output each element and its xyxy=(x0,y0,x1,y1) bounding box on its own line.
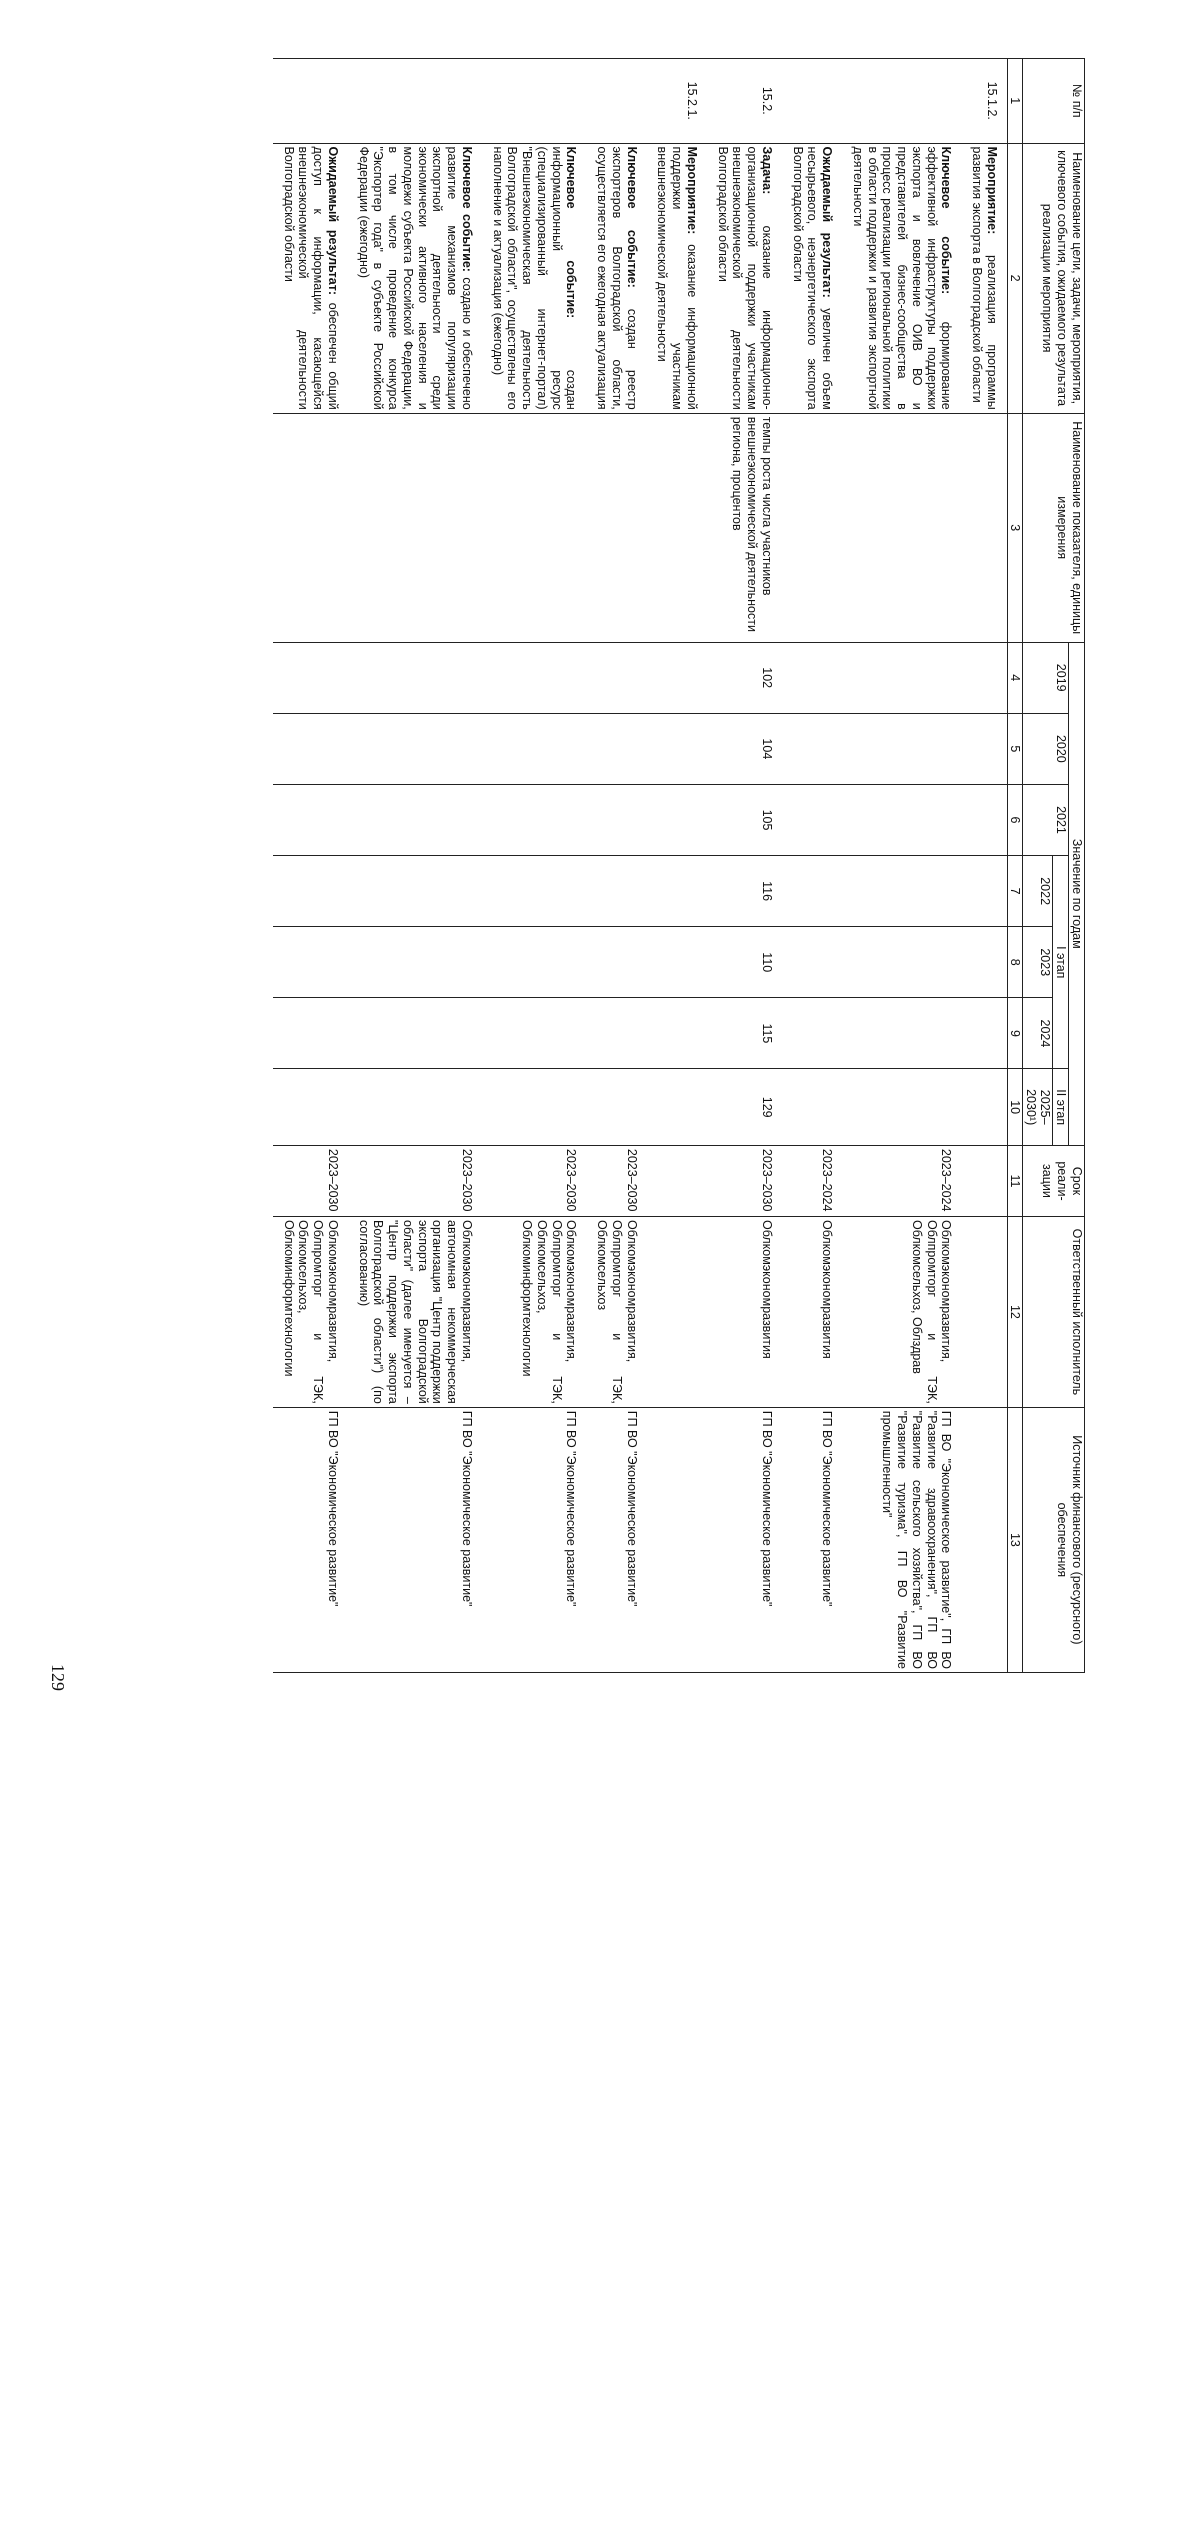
value-2025-2030 xyxy=(348,1069,482,1145)
term: 2023–2030 xyxy=(482,1145,587,1216)
column-number: 5 xyxy=(1008,713,1023,784)
executor: Облкомэкономразвития, Облпромторг и ТЭК, Облкомсельхоз, Облздрав xyxy=(842,1217,961,1408)
table-row xyxy=(962,59,1008,1673)
value-2022 xyxy=(962,856,1008,927)
column-number: 8 xyxy=(1008,927,1023,998)
header-stage-2: II этап xyxy=(1053,1069,1069,1145)
header-values-by-year: Значение по годам xyxy=(1069,642,1085,1145)
value-2021 xyxy=(482,784,587,855)
header-2021: 2021 xyxy=(1023,784,1069,855)
column-number-row xyxy=(1008,59,1023,1673)
row-description xyxy=(273,143,348,413)
row-type-label: Ключевое событие: xyxy=(939,146,954,295)
row-text: обеспечен общий доступ к информации, касающейся внешнеэкономической деятельности Волгоградской области xyxy=(281,146,340,410)
value-2019 xyxy=(482,642,587,713)
value-2022: 116 xyxy=(707,856,782,927)
table-row xyxy=(273,59,348,1673)
term: 2023–2030 xyxy=(587,1145,647,1216)
row-number xyxy=(482,59,587,144)
row-number xyxy=(842,59,961,144)
value-2025-2030 xyxy=(587,1069,647,1145)
column-number: 3 xyxy=(1008,413,1023,642)
header-name: Наименование цели, задачи, мероприятия, ключевого события, ожидаемого результата реализации мероприятия xyxy=(1023,143,1085,413)
header-stage-1: I этап xyxy=(1053,856,1069,1069)
row-text: создано и обеспечено развитие механизмов популяризации экспортной деятельности среди экономически активного населения и молодежи субъекта Российской Федерации, в том числе проведение конкурса "Экспортер года" в субъекте Российской Федерации (ежегодно) xyxy=(356,146,474,410)
header-2019: 2019 xyxy=(1023,642,1069,713)
value-2023 xyxy=(482,927,587,998)
value-2025-2030 xyxy=(273,1069,348,1145)
row-description xyxy=(962,143,1008,413)
executor: Облкомэкономразвития, автономная некоммерческая организация "Центр поддержки экспорта Волгоградской области" (далее именуется – "Центр поддержки экспорта Волгоградской области") (по согласованию) xyxy=(348,1217,482,1408)
row-number xyxy=(587,59,647,144)
value-2023 xyxy=(962,927,1008,998)
value-2025-2030 xyxy=(962,1069,1008,1145)
value-2021 xyxy=(782,784,842,855)
executor: Облкомэкономразвития, Облпромторг и ТЭК, Облкомсельхоз xyxy=(587,1217,647,1408)
table-row xyxy=(707,59,782,1673)
row-number xyxy=(348,59,482,144)
funding-source xyxy=(647,1407,707,1672)
table-row xyxy=(647,59,707,1673)
column-number: 10 xyxy=(1008,1069,1023,1145)
value-2023 xyxy=(587,927,647,998)
row-text: создан реестр экспортеров Волгоградской области, осуществляется его ежегодная актуализация xyxy=(595,146,639,410)
row-description xyxy=(587,143,647,413)
value-2022 xyxy=(482,856,587,927)
value-2024 xyxy=(962,998,1008,1069)
funding-source: ГП ВО "Экономическое развитие" xyxy=(482,1407,587,1672)
table-header xyxy=(1008,59,1085,1673)
row-text: создан информационный ресурс (специализированный интернет-портал) "Внешнеэкономическая деятельность Волгоградской области", осуществлены его наполнение и актуализация (ежегодно) xyxy=(490,146,579,410)
funding-source: ГП ВО "Экономическое развитие" xyxy=(782,1407,842,1672)
column-number: 2 xyxy=(1008,143,1023,413)
row-description xyxy=(842,143,961,413)
funding-source: ГП ВО "Экономическое развитие" xyxy=(587,1407,647,1672)
term: 2023–2030 xyxy=(707,1145,782,1216)
page-number: 129 xyxy=(48,1664,68,1691)
header-number: № п/п xyxy=(1023,59,1085,144)
executor: Облкомэкономразвития xyxy=(707,1217,782,1408)
indicator-name xyxy=(482,413,587,642)
value-2020 xyxy=(482,713,587,784)
value-2025-2030: 129 xyxy=(707,1069,782,1145)
value-2021 xyxy=(348,784,482,855)
value-2021 xyxy=(273,784,348,855)
value-2019: 102 xyxy=(707,642,782,713)
value-2019 xyxy=(647,642,707,713)
row-number xyxy=(273,59,348,144)
funding-source: ГП ВО "Экономическое развитие" xyxy=(273,1407,348,1672)
term xyxy=(647,1145,707,1216)
indicator-name xyxy=(348,413,482,642)
row-text: реализация программы развития экспорта в Волгоградской области xyxy=(970,146,999,410)
indicator-name xyxy=(842,413,961,642)
value-2021: 105 xyxy=(707,784,782,855)
value-2020 xyxy=(348,713,482,784)
term: 2023–2030 xyxy=(348,1145,482,1216)
value-2020 xyxy=(842,713,961,784)
value-2020: 104 xyxy=(707,713,782,784)
value-2024 xyxy=(587,998,647,1069)
indicator-name xyxy=(273,413,348,642)
value-2019 xyxy=(273,642,348,713)
value-2025-2030 xyxy=(782,1069,842,1145)
row-text: оказание информационной поддержки участникам внешнеэкономической деятельности xyxy=(655,146,699,410)
header-2023: 2023 xyxy=(1023,927,1054,998)
header-2024: 2024 xyxy=(1023,998,1054,1069)
executor: Облкомэкономразвития, Облпромторг и ТЭК, Облкомсельхоз, Облкоминформтехнологии xyxy=(482,1217,587,1408)
table-row xyxy=(482,59,587,1673)
row-text: увеличен объем несырьевого, неэнергетического экспорта Волгоградской области xyxy=(790,146,835,410)
indicator-name xyxy=(782,413,842,642)
value-2023 xyxy=(348,927,482,998)
term: 2023–2024 xyxy=(782,1145,842,1216)
value-2022 xyxy=(273,856,348,927)
funding-source: ГП ВО "Экономическое развитие" xyxy=(707,1407,782,1672)
table-row xyxy=(782,59,842,1673)
header-source: Источник финансового (ресурсного) обеспечения xyxy=(1023,1407,1085,1672)
executor xyxy=(962,1217,1008,1408)
value-2022 xyxy=(782,856,842,927)
column-number: 4 xyxy=(1008,642,1023,713)
row-type-label: Мероприятие: xyxy=(685,146,699,235)
column-number: 13 xyxy=(1008,1407,1023,1672)
row-text: оказание информационно-организационной поддержки участникам внешнеэкономической деятельности Волгоградской области xyxy=(715,146,774,410)
row-type-label: Ожидаемый результат: xyxy=(326,146,340,296)
value-2020 xyxy=(962,713,1008,784)
column-number: 7 xyxy=(1008,856,1023,927)
header-2022: 2022 xyxy=(1023,856,1054,927)
row-description xyxy=(482,143,587,413)
row-description xyxy=(348,143,482,413)
value-2021 xyxy=(587,784,647,855)
value-2023: 110 xyxy=(707,927,782,998)
value-2024 xyxy=(782,998,842,1069)
column-number: 1 xyxy=(1008,59,1023,144)
value-2025-2030 xyxy=(842,1069,961,1145)
value-2024 xyxy=(273,998,348,1069)
value-2022 xyxy=(348,856,482,927)
executor: Облкомэкономразвития xyxy=(782,1217,842,1408)
header-2025-2030: 2025–2030¹) xyxy=(1023,1069,1054,1145)
value-2025-2030 xyxy=(647,1069,707,1145)
value-2019 xyxy=(842,642,961,713)
value-2019 xyxy=(782,642,842,713)
row-number xyxy=(782,59,842,144)
value-2024 xyxy=(842,998,961,1069)
value-2019 xyxy=(587,642,647,713)
value-2020 xyxy=(647,713,707,784)
row-number: 15.1.2. xyxy=(962,59,1008,144)
row-type-label: Ключевое событие: xyxy=(564,146,579,319)
indicator-name xyxy=(647,413,707,642)
term xyxy=(962,1145,1008,1216)
header-executor: Ответственный исполнитель xyxy=(1023,1217,1085,1408)
row-text: формирование эффективной инфраструктуры поддержки экспорта и вовлечение ОИВ ВО и представителей бизнес-сообщества в процесс реализации региональной политики в области поддержки и развития экспортной деятельности xyxy=(851,146,954,410)
row-description xyxy=(707,143,782,413)
value-2022 xyxy=(842,856,961,927)
header-2020: 2020 xyxy=(1023,713,1069,784)
row-type-label: Ожидаемый результат: xyxy=(820,146,835,298)
funding-source: ГП ВО "Экономическое развитие", ГП ВО "Развитие здравоохранения", ГП ВО "Развитие сельского хозяйства", ГП ВО "Развитие туризма", ГП ВО "Развитие промышленности" xyxy=(842,1407,961,1672)
row-type-label: Мероприятие: xyxy=(985,146,999,235)
funding-source xyxy=(962,1407,1008,1672)
executor xyxy=(647,1217,707,1408)
value-2019 xyxy=(962,642,1008,713)
row-type-label: Ключевое событие: xyxy=(460,146,474,272)
value-2022 xyxy=(587,856,647,927)
value-2023 xyxy=(647,927,707,998)
row-type-label: Ключевое событие: xyxy=(624,146,639,288)
indicator-name xyxy=(587,413,647,642)
table-row xyxy=(587,59,647,1673)
program-table xyxy=(273,58,1085,1673)
row-description xyxy=(782,143,842,413)
executor: Облкомэкономразвития, Облпромторг и ТЭК, Облкомсельхоз, Облкоминформтехнологии xyxy=(273,1217,348,1408)
value-2024 xyxy=(647,998,707,1069)
term: 2023–2024 xyxy=(842,1145,961,1216)
value-2023 xyxy=(782,927,842,998)
value-2021 xyxy=(842,784,961,855)
value-2023 xyxy=(842,927,961,998)
row-description xyxy=(647,143,707,413)
value-2024 xyxy=(482,998,587,1069)
value-2019 xyxy=(348,642,482,713)
row-type-label: Задача: xyxy=(760,146,774,195)
indicator-name: темпы роста числа участников внешнеэкономической деятельности региона, процентов xyxy=(707,413,782,642)
header-term: Срок реали-зации xyxy=(1023,1145,1085,1216)
header-indicator: Наименование показателя, единицы измерения xyxy=(1023,413,1085,642)
table-row xyxy=(348,59,482,1673)
value-2024: 115 xyxy=(707,998,782,1069)
row-number: 15.2.1. xyxy=(647,59,707,144)
funding-source: ГП ВО "Экономическое развитие" xyxy=(348,1407,482,1672)
value-2023 xyxy=(273,927,348,998)
table-row xyxy=(842,59,961,1673)
indicator-name xyxy=(962,413,1008,642)
column-number: 11 xyxy=(1008,1145,1023,1216)
value-2020 xyxy=(587,713,647,784)
column-number: 12 xyxy=(1008,1217,1023,1408)
value-2020 xyxy=(273,713,348,784)
value-2021 xyxy=(962,784,1008,855)
value-2020 xyxy=(782,713,842,784)
column-number: 6 xyxy=(1008,784,1023,855)
value-2021 xyxy=(647,784,707,855)
value-2025-2030 xyxy=(482,1069,587,1145)
term: 2023–2030 xyxy=(273,1145,348,1216)
column-number: 9 xyxy=(1008,998,1023,1069)
row-number: 15.2. xyxy=(707,59,782,144)
value-2022 xyxy=(647,856,707,927)
value-2024 xyxy=(348,998,482,1069)
